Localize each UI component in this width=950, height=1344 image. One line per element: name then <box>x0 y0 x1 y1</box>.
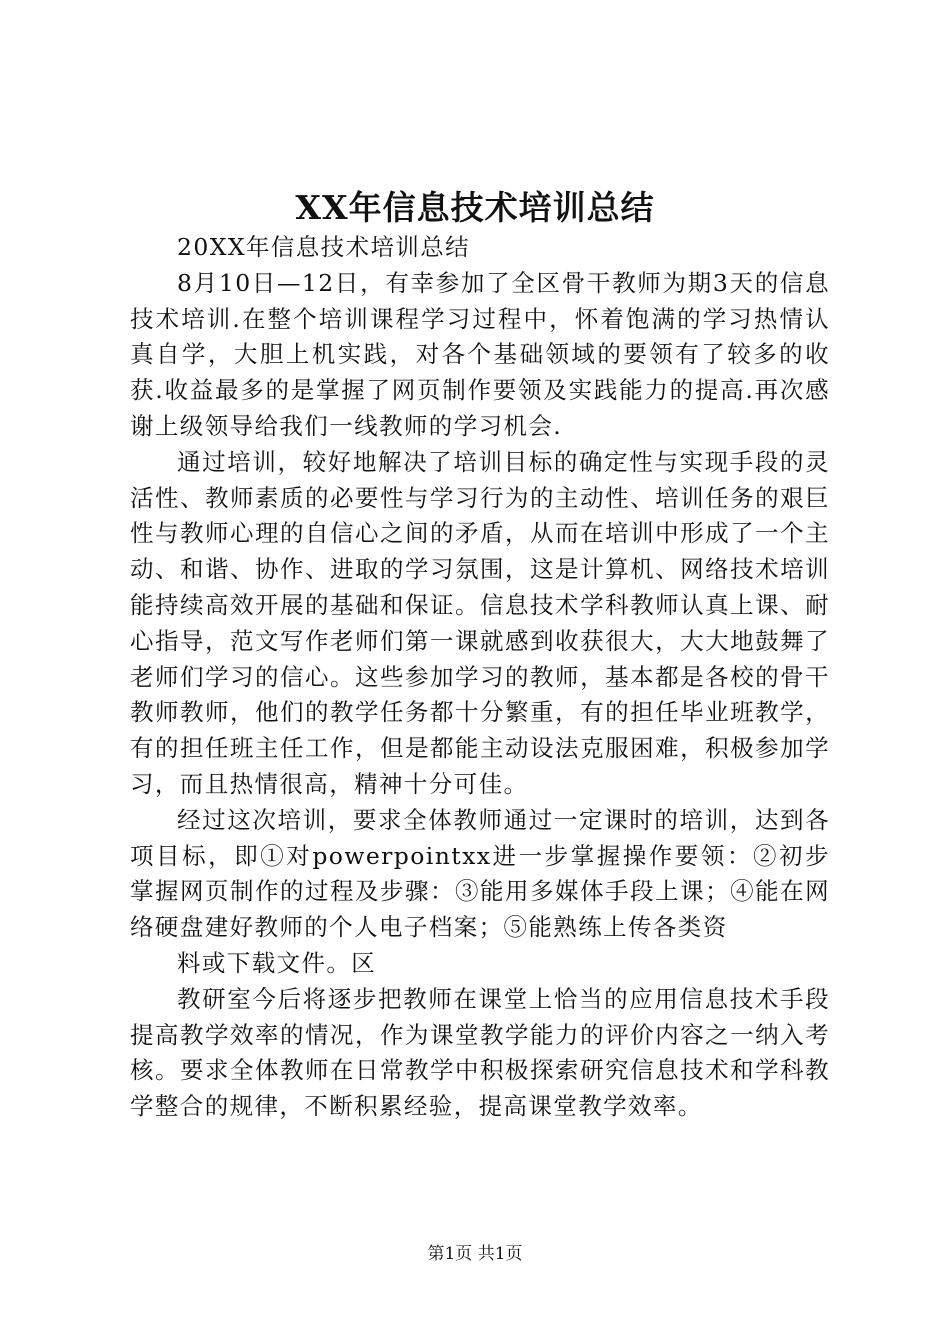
body-paragraph-4: 料或下载文件。区 <box>177 948 377 977</box>
body-paragraph-3: 经过这次培训，要求全体教师通过一定课时的培训，达到各项目标，即①对powerpointxx进一步掌握操作要领：②初步掌握网页制作的过程及步骤：③能用多媒体手段上课；④能在网络硬盘建好教师的个人电子档案；⑤能熟练上传各类资 <box>130 805 830 942</box>
page-number-footer: 第1页 共1页 <box>427 1244 523 1264</box>
body-paragraph-2: 通过培训，较好地解决了培训目标的确定性与实现手段的灵活性、教师素质的必要性与学习行为的主动性、培训任务的艰巨性与教师心理的自信心之间的矛盾，从而在培训中形成了一个主动、和谐、协作、进取的学习氛围，这是计算机、网络技术培训能持续高效开展的基础和保证。信息技术学科教师认真上课、耐心指导，范文写作老师们第一课就感到收获很大，大大地鼓舞了老师们学习的信心。这些参加学习的教师，基本都是各校的骨干教师教师，他们的教学任务都十分繁重，有的担任毕业班教学，有的担任班主任工作，但是都能主动设法克服困难，积极参加学习，而且热情很高，精神十分可佳。 <box>130 447 830 798</box>
body-paragraph-1: 8月10日—12日，有幸参加了全区骨干教师为期3天的信息技术培训.在整个培训课程学习过程中，怀着饱满的学习热情认真自学，大胆上机实践，对各个基础领域的要领有了较多的收获.收益最多的是掌握了网页制作要领及实践能力的提高.再次感谢上级领导给我们一线教师的学习机会. <box>130 268 830 440</box>
document-title: XX年信息技术培训总结 <box>295 188 655 227</box>
document-body <box>130 230 830 1125</box>
body-paragraph-5: 教研室今后将逐步把教师在课堂上恰当的应用信息技术手段提高教学效率的情况，作为课堂教学能力的评价内容之一纳入考核。要求全体教师在日常教学中积极探索研究信息技术和学科教学整合的规律，不断积累经验，提高课堂教学效率。 <box>130 984 830 1121</box>
subtitle-paragraph: 20XX年信息技术培训总结 <box>177 233 471 261</box>
